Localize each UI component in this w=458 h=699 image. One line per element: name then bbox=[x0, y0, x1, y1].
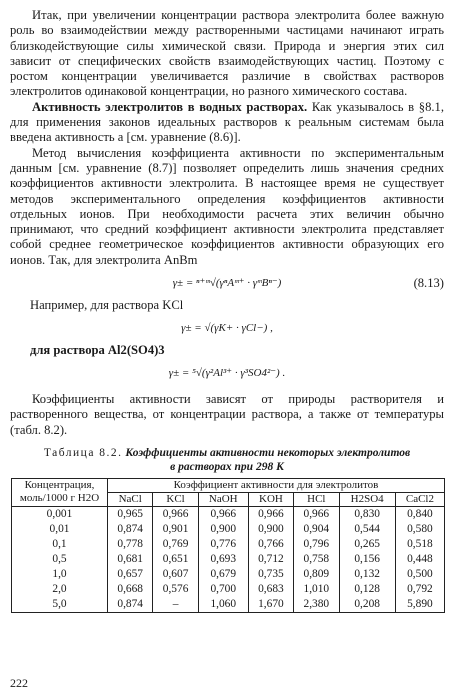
coefficient-cell: 0,769 bbox=[153, 537, 198, 552]
coefficient-cell: 0,679 bbox=[198, 567, 248, 582]
coefficient-cell: 0,966 bbox=[294, 506, 339, 522]
coefficient-cell: 0,901 bbox=[153, 522, 198, 537]
header-coefficient-group: Коэффициент активности для электролитов bbox=[108, 478, 445, 492]
coefficient-cell: 0,966 bbox=[198, 506, 248, 522]
coefficient-cell: 0,778 bbox=[108, 537, 153, 552]
table-row bbox=[12, 552, 445, 567]
coefficient-cell: 0,132 bbox=[339, 567, 395, 582]
coefficient-cell: 0,657 bbox=[108, 567, 153, 582]
coefficient-cell: 0,683 bbox=[248, 582, 293, 597]
table-body bbox=[12, 506, 445, 612]
table-row bbox=[12, 522, 445, 537]
coefficient-cell: 0,712 bbox=[248, 552, 293, 567]
coefficient-cell: 0,156 bbox=[339, 552, 395, 567]
coefficient-cell: 0,758 bbox=[294, 552, 339, 567]
formula-8-13-expression: γ± = ⁿ⁺ᵐ√(γⁿAᵐ⁺ · γᵐBⁿ⁻) bbox=[172, 277, 282, 290]
concentration-cell: 5,0 bbox=[12, 597, 108, 613]
table-row bbox=[12, 597, 445, 613]
coefficient-cell: 0,965 bbox=[108, 506, 153, 522]
formula-8-13 bbox=[10, 270, 444, 296]
concentration-cell: 0,001 bbox=[12, 506, 108, 522]
coefficient-cell: 0,700 bbox=[198, 582, 248, 597]
paragraph-dependence: Коэффициенты активности зависят от природы растворителя и растворенного вещества, от концентрации раствора, а также от температуры (табл. 8.2). bbox=[10, 392, 444, 437]
table-caption bbox=[10, 446, 444, 474]
coefficient-cell: 0,128 bbox=[339, 582, 395, 597]
coefficient-cell: 0,900 bbox=[198, 522, 248, 537]
formula-kcl-expression: γ± = √(γK+ · γCl−) , bbox=[181, 322, 273, 335]
coefficient-cell: 1,060 bbox=[198, 597, 248, 613]
coefficient-cell: 0,735 bbox=[248, 567, 293, 582]
section-heading: Активность электролитов в водных растворах. bbox=[32, 99, 308, 114]
electrolyte-header: HCl bbox=[294, 492, 339, 506]
concentration-cell: 2,0 bbox=[12, 582, 108, 597]
coefficient-cell: 0,208 bbox=[339, 597, 395, 613]
coefficient-cell: 0,518 bbox=[395, 537, 444, 552]
paragraph-method: Метод вычисления коэффициента активности по экспериментальным данным [см. уравнение (8.7)] позволяет определить лишь значения средних коэффициентов активности электролита. В настоящее время не существует методов экспериментального определения коэффициентов активности отдельных ионов. При необходимости расчета этих величин обычно принимают, что средний коэффициент активности электролита представляет собой среднее геометрическое коэффициентов активности образующих его ионов. Так, для электролита AnBm bbox=[10, 145, 444, 267]
coefficient-cell: 0,766 bbox=[248, 537, 293, 552]
page-number: 222 bbox=[10, 676, 28, 690]
coefficient-cell: 0,792 bbox=[395, 582, 444, 597]
electrolyte-header: NaCl bbox=[108, 492, 153, 506]
electrolyte-header: KOH bbox=[248, 492, 293, 506]
formula-kcl bbox=[10, 315, 444, 341]
coefficient-cell: 0,580 bbox=[395, 522, 444, 537]
coefficient-cell: 0,693 bbox=[198, 552, 248, 567]
concentration-cell: 1,0 bbox=[12, 567, 108, 582]
table-title-line1: Коэффициенты активности некоторых электролитов bbox=[125, 446, 411, 459]
table-row bbox=[12, 582, 445, 597]
coefficient-cell: 0,900 bbox=[248, 522, 293, 537]
coefficient-cell: 0,776 bbox=[198, 537, 248, 552]
coefficient-cell: – bbox=[153, 597, 198, 613]
coefficient-cell: 0,840 bbox=[395, 506, 444, 522]
paragraph-activity bbox=[10, 100, 444, 146]
coefficient-cell: 0,607 bbox=[153, 567, 198, 582]
activity-coefficients-table bbox=[11, 478, 445, 613]
table-label: Таблица 8.2. bbox=[43, 446, 123, 459]
coefficient-cell: 1,010 bbox=[294, 582, 339, 597]
coefficient-cell: 0,448 bbox=[395, 552, 444, 567]
coefficient-cell: 0,500 bbox=[395, 567, 444, 582]
coefficient-cell: 1,670 bbox=[248, 597, 293, 613]
concentration-cell: 0,01 bbox=[12, 522, 108, 537]
formula-kcl-lead: Например, для раствора KCl bbox=[30, 298, 184, 313]
coefficient-cell: 0,874 bbox=[108, 522, 153, 537]
coefficient-cell: 0,681 bbox=[108, 552, 153, 567]
coefficient-cell: 0,966 bbox=[153, 506, 198, 522]
coefficient-cell: 0,265 bbox=[339, 537, 395, 552]
formula-al2so43-expression: γ± = ⁵√(γ²Al³⁺ · γ³SO4²⁻) . bbox=[168, 367, 286, 380]
table-title-line2: в растворах при 298 К bbox=[170, 460, 284, 473]
coefficient-cell: 0,830 bbox=[339, 506, 395, 522]
equation-number: (8.13) bbox=[413, 276, 444, 291]
formula-al2so43-lead: для раствора Al2(SO4)3 bbox=[30, 343, 165, 358]
coefficient-cell: 0,651 bbox=[153, 552, 198, 567]
electrolyte-header: KCl bbox=[153, 492, 198, 506]
header-concentration: Концентрация, моль/1000 г H2O bbox=[12, 478, 108, 506]
coefficient-cell: 0,809 bbox=[294, 567, 339, 582]
formula-al2so43 bbox=[10, 360, 444, 386]
coefficient-cell: 0,796 bbox=[294, 537, 339, 552]
coefficient-cell: 5,890 bbox=[395, 597, 444, 613]
electrolyte-header: H2SO4 bbox=[339, 492, 395, 506]
coefficient-cell: 0,544 bbox=[339, 522, 395, 537]
coefficient-cell: 0,874 bbox=[108, 597, 153, 613]
coefficient-cell: 0,668 bbox=[108, 582, 153, 597]
paragraph-activity-text: Как указывалось в §8.1, для применения законов идеальных растворов к реальным системам была введена активность a [см. уравнение (8.6)]. bbox=[10, 99, 444, 145]
concentration-cell: 0,5 bbox=[12, 552, 108, 567]
table-row bbox=[12, 537, 445, 552]
electrolyte-header: NaOH bbox=[198, 492, 248, 506]
coefficient-cell: 0,966 bbox=[248, 506, 293, 522]
coefficient-cell: 0,576 bbox=[153, 582, 198, 597]
table-row bbox=[12, 506, 445, 522]
table-row bbox=[12, 567, 445, 582]
coefficient-cell: 0,904 bbox=[294, 522, 339, 537]
concentration-cell: 0,1 bbox=[12, 537, 108, 552]
coefficient-cell: 2,380 bbox=[294, 597, 339, 613]
electrolyte-header: CaCl2 bbox=[395, 492, 444, 506]
paragraph-intro: Итак, при увеличении концентрации раствора электролита более важную роль во взаимодействии между растворенными частицами начинают играть близкодействующие силы химической связи. Природа и энергия этих сил зависит от специфических свойств взаимодействующих частиц. Поэтому с ростом концентрации увеличивается различие в свойствах растворов электролитов одинаковой концентрации, но разного химического состава. bbox=[10, 8, 444, 99]
